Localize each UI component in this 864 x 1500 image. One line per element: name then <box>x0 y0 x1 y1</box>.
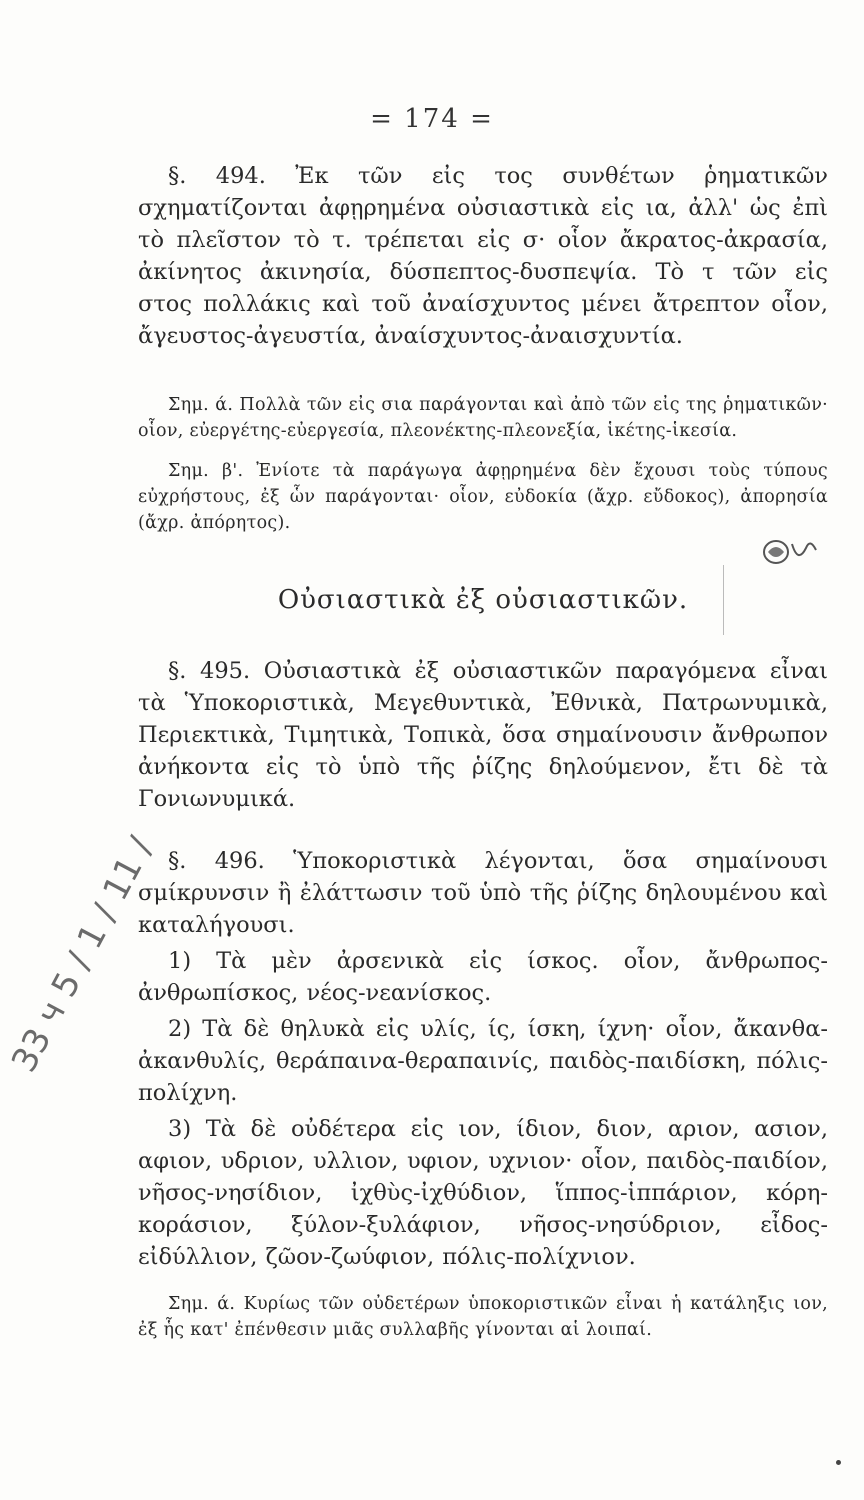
list-item-1: 1) Τὰ μὲν ἀρσενικὰ εἰς ίσκος. οἷον, ἄνθρωπος-ἀνθρωπίσκος, νέος-νεανίσκος. <box>138 948 828 1006</box>
scan-artifact-dot <box>836 1460 841 1465</box>
paragraph-494: §. 494. Ἐκ τῶν εἰς τος συνθέτων ῥηματικῶν σχηματίζονται ἀφῃρημένα οὐσιαστικὰ εἰς ια, ἀλλ' ὡς ἐπὶ τὸ πλεῖστον τὸ τ. τρέπεται εἰς σ· οἷον ἄκρατος-ἀκρασία, ἀκίνητος ἀκινησία, δύσπεπτος-δυσπεψία. Τὸ τ τῶν εἰς στος πολλάκις καὶ τοῦ ἀναίσχυντος μένει ἄτρεπτον οἷον, ἄγευστος-ἀγευστία, ἀναίσχυντος-ἀναισχυντία. <box>138 163 828 349</box>
list-item-3: 3) Τὰ δὲ οὐδέτερα εἰς ιον, ίδιον, διον, αριον, ασιον, αφιον, υδριον, υλλιον, υφιον, υχνιον· οἷον, παιδὸς-παιδίον, νῆσος-νησίδιον, ἰχθὺς-ἰχθύδιον, ἵππος-ἱππάριον, κόρη-κοράσιον, ξύλον-ξυλάφιον, νῆσος-νησύδριον, εἶδος-εἰδύλλιον, ζῶον-ζωύφιον, πόλις-πολίχνιον. <box>138 1116 828 1270</box>
notes-494 <box>138 392 828 536</box>
heading-block <box>138 585 828 615</box>
scan-artifact-line <box>723 565 724 635</box>
section-heading: Οὐσιαστικὰ ἐξ οὐσιαστικῶν. <box>277 585 689 615</box>
list-item-2: 2) Τὰ δὲ θηλυκὰ εἰς υλίς, ίς, ίσκη, ίχνη· οἷον, ἄκανθα-ἀκανθυλίς, θεράπαινα-θεραπαινίς, παιδὸς-παιδίσκη, πόλις-πολίχνη. <box>138 1016 828 1106</box>
note-494-a: Σημ. ά. Πολλὰ τῶν εἰς σια παράγονται καὶ ἀπὸ τῶν εἰς της ῥηματικῶν· οἷον, εὐεργέτης-εὐεργεσία, πλεονέκτης-πλεονεξία, ἱκέτης-ἱκεσία. <box>138 395 828 441</box>
section-495 <box>138 655 828 815</box>
note-496-a: Σημ. ά. Κυρίως τῶν οὐδετέρων ὑποκοριστικῶν εἶναι ἡ κατάληξις ιον, ἐξ ἧς κατ' ἐπένθεσιν μιᾶς συλλαβῆς γίνονται αἱ λοιπαί. <box>138 1294 828 1340</box>
page-number: = 174 = <box>370 104 494 134</box>
paragraph-496: §. 496. Ὑποκοριστικὰ λέγονται, ὅσα σημαίνουσι σμίκρυνσιν ἢ ἐλάττωσιν τοῦ ὑπὸ τῆς ῥίζης δηλουμένου καὶ καταλήγουσι. <box>138 848 828 938</box>
paragraph-495: §. 495. Οὐσιαστικὰ ἐξ οὐσιαστικῶν παραγόμενα εἶναι τὰ Ὑποκοριστικὰ, Μεγεθυντικὰ, Ἐθνικὰ, Πατρωνυμικὰ, Περιεκτικὰ, Τιμητικὰ, Τοπικὰ, ὅσα σημαίνουσιν ἄνθρωπον ἀνήκοντα εἰς τὸ ὑπὸ τῆς ῥίζης δηλούμενον, ἔτι δὲ τὰ Γονιωνυμικά. <box>138 658 828 812</box>
section-494 <box>138 160 828 352</box>
library-stamp-icon <box>756 524 826 574</box>
note-494-b: Σημ. β'. Ἐνίοτε τὰ παράγωγα ἀφῃρημένα δὲν ἔχουσι τοὺς τύπους εὐχρήστους, ἐξ ὧν παράγονται· οἷον, εὐδοκία (ἄχρ. εὔδοκος), ἀπορησία (ἄχρ. ἀπόρητος). <box>138 461 828 533</box>
margin-handwriting: 33 ч 5 / 1 / 11 / <box>4 830 162 1079</box>
section-496 <box>138 845 828 1343</box>
